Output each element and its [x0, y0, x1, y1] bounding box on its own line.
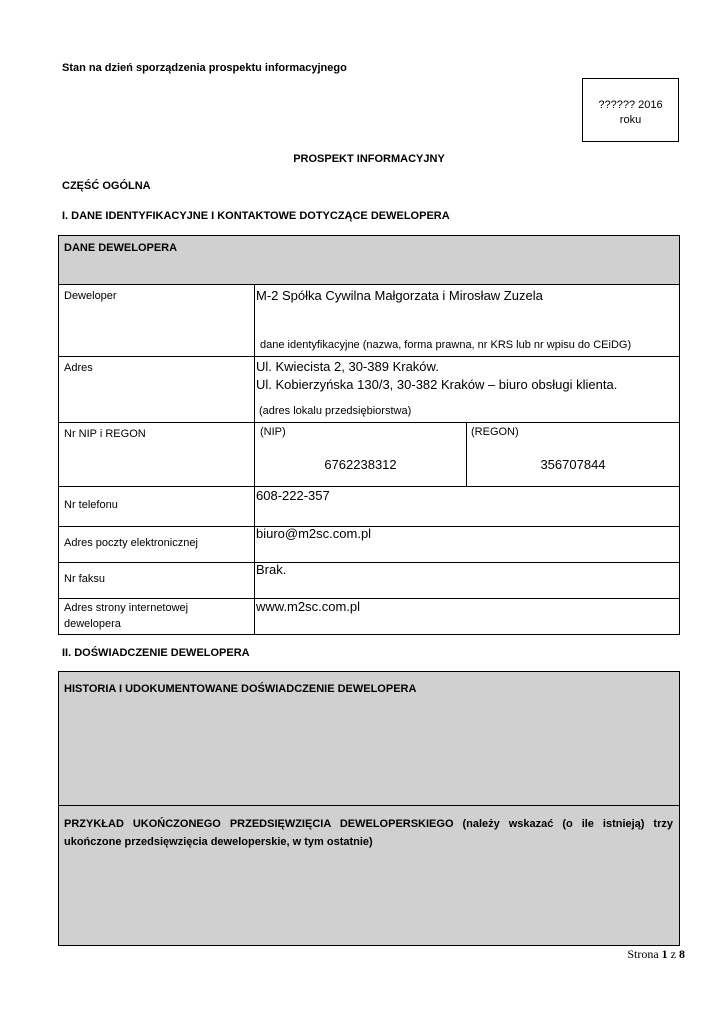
history-box — [58, 671, 680, 806]
nip-value: 6762238312 — [324, 457, 397, 472]
address-line-2: Ul. Kobierzyńska 130/3, 30-382 Kraków – biuro obsługi klienta. — [256, 377, 618, 392]
date-box — [582, 78, 679, 142]
address-label: Adres — [64, 362, 93, 374]
fax-value: Brak. — [256, 562, 287, 577]
email-label: Adres poczty elektronicznej — [64, 537, 198, 549]
date-value: ?????? 2016 — [598, 99, 663, 111]
phone-label: Nr telefonu — [64, 499, 118, 511]
prospect-state-line: Stan na dzień sporządzenia prospektu informacyjnego — [62, 62, 347, 74]
page-current: 1 — [661, 947, 668, 961]
website-label-line-1: Adres strony internetowej — [64, 602, 189, 614]
developer-data-table — [58, 235, 680, 635]
developer-label: Deweloper — [64, 290, 117, 302]
phone-value: 608-222-357 — [256, 488, 330, 503]
example-box — [58, 805, 680, 946]
nip-regon-label: Nr NIP i REGON — [64, 428, 146, 440]
developer-note: dane identyfikacyjne (nazwa, forma prawna, nr KRS lub nr wpisu do CEiDG) — [260, 339, 632, 351]
document-title: PROSPEKT INFORMACYJNY — [293, 153, 445, 165]
example-heading: PRZYKŁAD UKOŃCZONEGO PRZEDSIĘWZIĘCIA DEWELOPERSKIEGO (należy wskazać (o ile istnieją) trzy ukończone przedsięwzięcia deweloperskie, w tym ostatnie) — [64, 818, 673, 848]
address-note: (adres lokalu przedsiębiorstwa) — [259, 405, 412, 417]
nip-caption: (NIP) — [260, 426, 286, 438]
table-heading-row — [59, 236, 679, 284]
developer-value: M-2 Spółka Cywilna Małgorzata i Mirosław Zuzela — [256, 288, 543, 303]
regon-caption: (REGON) — [471, 426, 519, 438]
date-suffix: roku — [619, 114, 642, 126]
section-1-title: I. DANE IDENTYFIKACYJNE I KONTAKTOWE DOTYCZĄCE DEWELOPERA — [62, 210, 450, 222]
website-label-line-2: dewelopera — [64, 618, 121, 630]
section-2-title: II. DOŚWIADCZENIE DEWELOPERA — [62, 647, 250, 659]
history-heading: HISTORIA I UDOKUMENTOWANE DOŚWIADCZENIE DEWELOPERA — [64, 683, 417, 695]
page-number — [627, 947, 685, 962]
page-total: 8 — [679, 947, 685, 961]
regon-value: 356707844 — [540, 457, 606, 472]
part-title: CZĘŚĆ OGÓLNA — [62, 180, 151, 192]
website-value: www.m2sc.com.pl — [256, 599, 361, 614]
address-line-1: Ul. Kwiecista 2, 30-389 Kraków. — [256, 359, 439, 374]
page-separator: z — [670, 947, 676, 961]
email-value: biuro@m2sc.com.pl — [256, 526, 372, 541]
page-prefix: Strona — [627, 947, 659, 961]
fax-label: Nr faksu — [64, 573, 105, 585]
table-heading: DANE DEWELOPERA — [64, 242, 178, 254]
